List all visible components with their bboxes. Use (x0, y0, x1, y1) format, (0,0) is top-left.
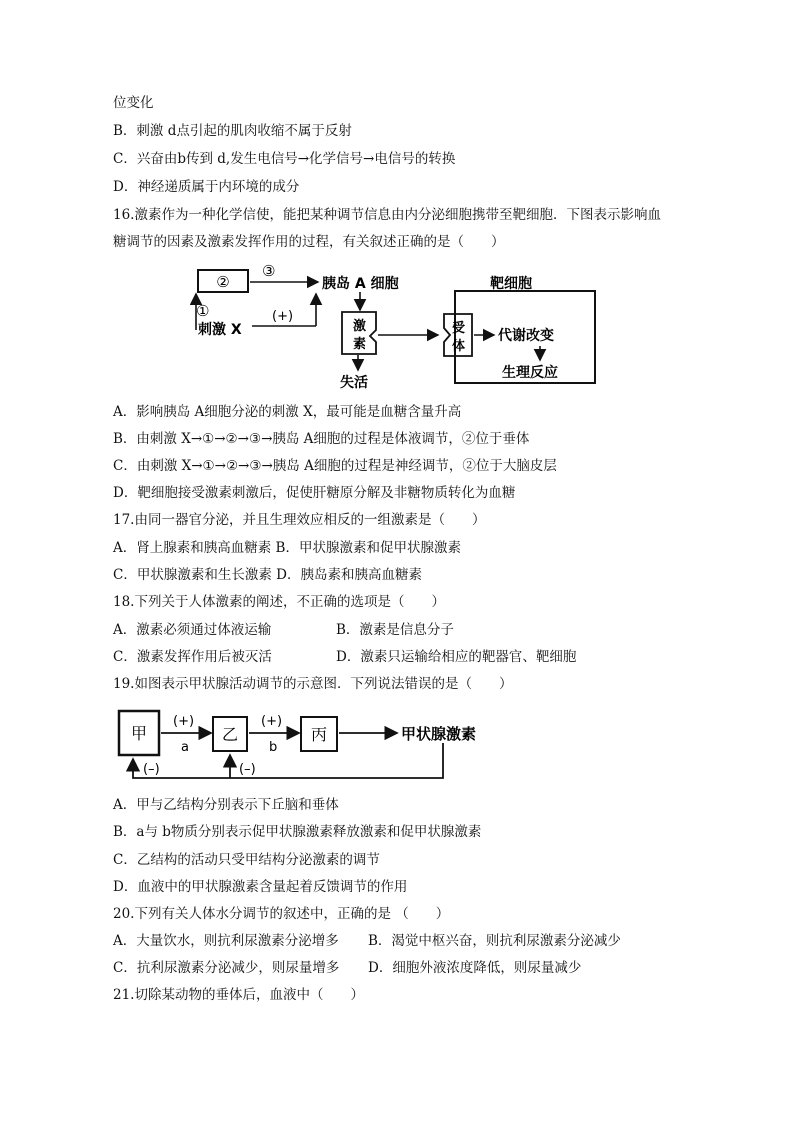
q19-diagram (113, 703, 483, 785)
q18-option-d: D．激素只运输给相应的靶器官、靶细胞 (336, 649, 577, 665)
q16-target-cell-label: 靶细胞 (490, 276, 532, 292)
q18-option-b: B．激素是信息分子 (336, 622, 454, 638)
q19-option-b: B．a与 b物质分别表示促甲状腺激素释放激素和促甲状腺激素 (113, 824, 482, 840)
q20-option-b: B．渴觉中枢兴奋，则抗利尿激素分泌减少 (368, 933, 621, 949)
q20-option-a: A．大量饮水，则抗利尿激素分泌增多 (113, 933, 339, 949)
q15-option-b: B．刺激 d点引起的肌肉收缩不属于反射 (113, 123, 352, 139)
q19-stem: 19.如图表示甲状腺活动调节的示意图．下列说法错误的是（ ） (113, 676, 513, 692)
q16-stimulus-label: 刺激 X (198, 322, 242, 338)
q15-continuation: 位变化 (113, 95, 154, 111)
q16-stem-line1: 16.激素作为一种化学信使，能把某种调节信息由内分泌细胞携带至靶细胞．下图表示影响血 (113, 207, 661, 223)
q16-option-b: B．由刺激 X→①→②→③→胰岛 A细胞的过程是体液调节，②位于垂体 (113, 431, 530, 447)
q16-option-d: D．靶细胞接受激素刺激后，促使肝糖原分解及非糖物质转化为血糖 (113, 485, 516, 501)
q19-plus-a: (+) (173, 714, 195, 729)
q19-minus-1: (–) (143, 762, 160, 777)
q16-box-2-label: ② (216, 273, 230, 291)
q15-option-d: D．神经递质属于内环境的成分 (113, 179, 300, 195)
q16-label-1: ① (196, 302, 210, 320)
q18-option-c: C．激素发挥作用后被灭活 (113, 649, 272, 665)
q19-option-d: D．血液中的甲状腺激素含量起着反馈调节的作用 (113, 879, 408, 895)
q17-options-cd: C．甲状腺激素和生长激素 D．胰岛素和胰高血糖素 (113, 567, 422, 583)
q16-hormone-char2: 素 (353, 337, 367, 352)
q20-stem: 20.下列有关人体水分调节的叙述中，正确的是 （ ） (113, 906, 450, 922)
q17-stem: 17.由同一器官分泌，并且生理效应相反的一组激素是（ ） (113, 512, 486, 528)
q19-jia-label: 甲 (130, 724, 148, 743)
q21-stem: 21.切除某动物的垂体后，血液中（ ） (113, 987, 364, 1003)
q18-option-a: A．激素必须通过体液运输 (113, 622, 272, 638)
q16-stem-line2: 糖调节的因素及激素发挥作用的过程，有关叙述正确的是（ ） (113, 234, 505, 250)
q16-option-c: C．由刺激 X→①→②→③→胰岛 A细胞的过程是神经调节，②位于大脑皮层 (113, 458, 557, 474)
q16-diagram (190, 258, 600, 393)
q16-receptor-char1: 受 (452, 321, 466, 336)
q20-option-c: C．抗利尿激素分泌减少，则尿量增多 (113, 960, 340, 976)
q15-option-c: C．兴奋由b传到 d,发生电信号→化学信号→电信号的转换 (113, 151, 456, 167)
q19-yi-label: 乙 (221, 725, 239, 744)
q19-plus-b: (+) (261, 714, 283, 729)
q19-bing-label: 丙 (310, 725, 328, 744)
q16-label-3: ③ (262, 262, 276, 280)
q19-product-label: 甲状腺激素 (401, 725, 477, 743)
q16-option-a: A．影响胰岛 A细胞分泌的刺激 X，最可能是血糖含量升高 (113, 404, 462, 420)
q17-options-ab: A．肾上腺素和胰高血糖素 B．甲状腺激素和促甲状腺激素 (113, 540, 461, 556)
q16-inactive-label: 失活 (340, 375, 368, 391)
q19-label-a: a (181, 740, 189, 755)
q19-label-b: b (269, 740, 278, 755)
q20-option-d: D．细胞外液浓度降低，则尿量减少 (368, 960, 582, 976)
q16-hormone-char1: 激 (353, 319, 367, 334)
q16-physio-label: 生理反应 (502, 365, 558, 381)
q16-receptor-char2: 体 (452, 339, 466, 354)
q16-metabolism-label: 代谢改变 (498, 328, 554, 344)
q19-minus-2: (–) (239, 762, 256, 777)
q19-option-a: A．甲与乙结构分别表示下丘脑和垂体 (113, 797, 339, 813)
q18-stem: 18.下列关于人体激素的阐述，不正确的选项是（ ） (113, 594, 445, 610)
q19-option-c: C．乙结构的活动只受甲结构分泌激素的调节 (113, 852, 380, 868)
q16-plus-label: (+) (272, 309, 294, 324)
q16-islet-label: 胰岛 A 细胞 (322, 276, 399, 292)
